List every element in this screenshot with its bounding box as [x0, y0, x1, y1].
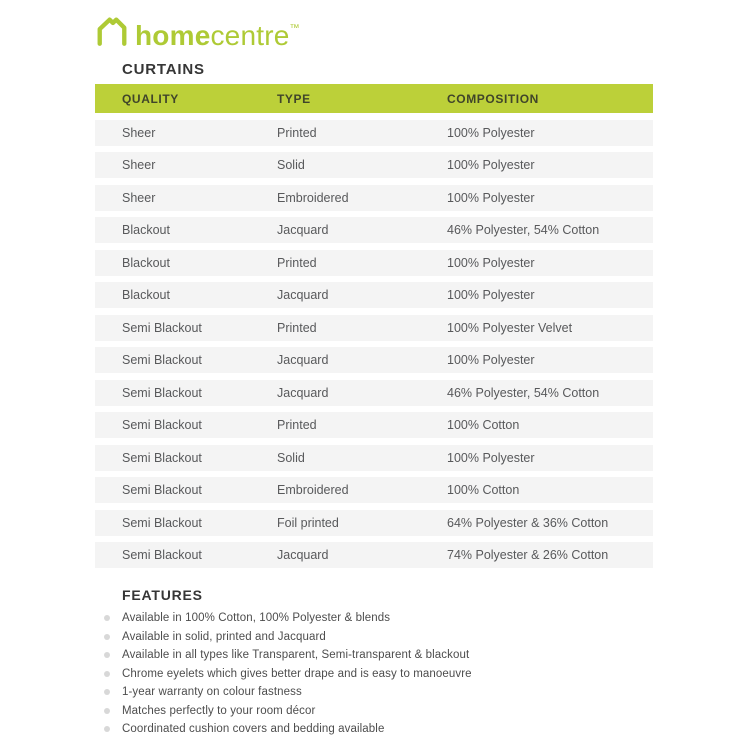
table-header-row: [95, 84, 653, 113]
house-icon: [95, 15, 129, 47]
table-cell: Foil printed: [277, 515, 339, 530]
table-cell: 74% Polyester & 26% Cotton: [447, 548, 609, 562]
table-cell: 100% Cotton: [447, 418, 520, 432]
bullet-icon: [104, 708, 110, 714]
feature-text: 1-year warranty on colour fastness: [122, 686, 302, 699]
table-cell: Blackout: [122, 288, 170, 302]
feature-text: Matches perfectly to your room décor: [122, 704, 316, 717]
table-cell: Semi Blackout: [122, 385, 202, 400]
table-cell: 100% Polyester: [447, 158, 535, 172]
feature-text: Coordinated cushion covers and bedding available: [122, 723, 385, 736]
table-cell: Semi Blackout: [122, 353, 202, 367]
table-row: [95, 250, 653, 276]
table-cell: Sheer: [122, 158, 156, 172]
table-row: [95, 380, 653, 406]
table-cell: Semi Blackout: [122, 483, 202, 497]
table-cell: 100% Polyester: [447, 288, 535, 302]
table-cell: 100% Polyester: [447, 125, 535, 140]
feature-item: [95, 683, 695, 702]
table-cell: Printed: [277, 418, 317, 432]
header-composition: COMPOSITION: [447, 91, 539, 106]
curtains-table: [95, 84, 653, 568]
table-cell: Jacquard: [277, 385, 329, 400]
trademark-symbol: ™: [289, 23, 300, 34]
table-cell: Printed: [277, 125, 317, 140]
feature-text: Available in all types like Transparent, Semi-transparent & blackout: [122, 649, 470, 662]
bullet-icon: [104, 634, 110, 640]
table-cell: 100% Polyester: [447, 353, 535, 367]
homecentre-logo: [95, 13, 300, 52]
bullet-icon: [104, 689, 110, 695]
table-cell: Semi Blackout: [122, 548, 202, 562]
bullet-icon: [104, 671, 110, 677]
table-cell: Semi Blackout: [122, 450, 202, 465]
table-row: [95, 347, 653, 373]
feature-item: [95, 720, 695, 739]
table-cell: Embroidered: [277, 483, 349, 497]
logo-wordmark: [135, 13, 300, 52]
table-row: [95, 542, 653, 568]
feature-item: [95, 609, 695, 628]
feature-text: Available in solid, printed and Jacquard: [122, 630, 326, 643]
table-cell: 100% Polyester: [447, 190, 535, 205]
table-row: [95, 510, 653, 536]
table-row: [95, 282, 653, 308]
table-row: [95, 315, 653, 341]
table-cell: Semi Blackout: [122, 418, 202, 432]
feature-item: [95, 628, 695, 647]
header-type: TYPE: [277, 91, 311, 106]
table-cell: Embroidered: [277, 190, 349, 205]
table-cell: Solid: [277, 450, 305, 465]
feature-item: [95, 665, 695, 684]
table-cell: 100% Polyester: [447, 255, 535, 270]
table-cell: Blackout: [122, 255, 170, 270]
feature-item: [95, 646, 695, 665]
table-cell: 100% Polyester Velvet: [447, 320, 573, 335]
table-row: [95, 185, 653, 211]
table-cell: Printed: [277, 255, 317, 270]
table-cell: Jacquard: [277, 548, 329, 562]
page-title: CURTAINS: [122, 61, 205, 78]
table-row: [95, 217, 653, 243]
table-row: [95, 120, 653, 146]
table-cell: Sheer: [122, 190, 156, 205]
feature-text: Available in 100% Cotton, 100% Polyester & blends: [122, 612, 391, 625]
feature-text: Chrome eyelets which gives better drape and is easy to manoeuvre: [122, 667, 472, 680]
table-cell: Sheer: [122, 125, 156, 140]
logo-word-home: home: [135, 20, 211, 51]
features-title: FEATURES: [122, 587, 203, 603]
table-body: [95, 120, 653, 569]
table-cell: Printed: [277, 320, 317, 335]
logo-word-centre: centre: [210, 20, 290, 51]
table-row: [95, 445, 653, 471]
table-cell: Blackout: [122, 223, 170, 237]
bullet-icon: [104, 615, 110, 621]
table-cell: 64% Polyester & 36% Cotton: [447, 515, 609, 530]
table-cell: Semi Blackout: [122, 320, 202, 335]
table-row: [95, 412, 653, 438]
table-cell: 46% Polyester, 54% Cotton: [447, 385, 600, 400]
features-list: [95, 609, 695, 739]
bullet-icon: [104, 652, 110, 658]
table-cell: Semi Blackout: [122, 515, 202, 530]
table-row: [95, 477, 653, 503]
table-cell: Solid: [277, 158, 305, 172]
table-cell: Jacquard: [277, 353, 329, 367]
table-cell: 100% Cotton: [447, 483, 520, 497]
header-quality: QUALITY: [122, 91, 179, 106]
feature-item: [95, 702, 695, 721]
table-cell: 100% Polyester: [447, 450, 535, 465]
table-row: [95, 152, 653, 178]
table-cell: 46% Polyester, 54% Cotton: [447, 223, 600, 237]
bullet-icon: [104, 726, 110, 732]
table-cell: Jacquard: [277, 223, 329, 237]
table-cell: Jacquard: [277, 288, 329, 302]
